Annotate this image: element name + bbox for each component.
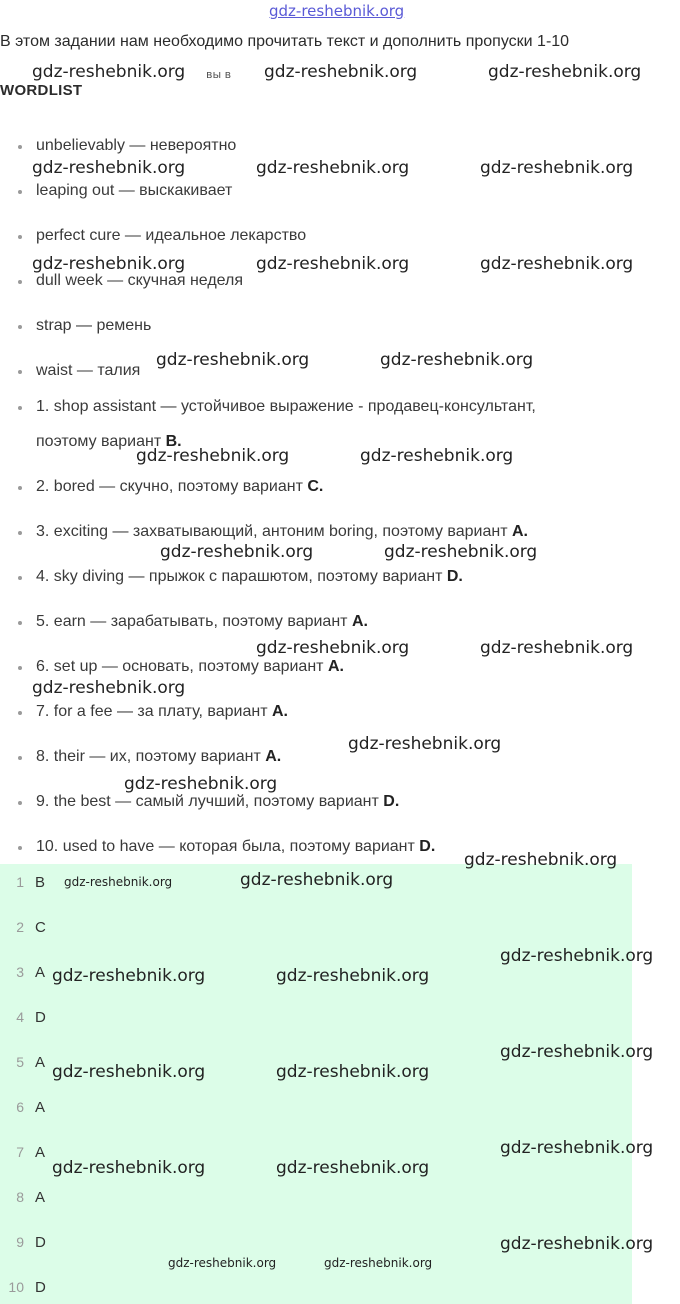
watermark: gdz-reshebnik.org: [464, 850, 618, 870]
bullet-icon: [18, 235, 22, 239]
smeared-text: вы в: [206, 68, 232, 81]
watermark: gdz-reshebnik.org: [32, 158, 186, 178]
watermark: gdz-reshebnik.org: [256, 638, 410, 658]
watermark: gdz-reshebnik.org: [32, 678, 186, 698]
answer-number: 1: [16, 874, 24, 890]
watermark: gdz-reshebnik.org: [32, 254, 186, 274]
watermark: gdz-reshebnik.org: [324, 1256, 433, 1270]
wordlist-item: dull week — скучная неделя: [36, 272, 244, 289]
watermark: gdz-reshebnik.org: [488, 62, 642, 82]
watermark: gdz-reshebnik.org: [276, 1158, 430, 1178]
watermark: gdz-reshebnik.org: [136, 446, 290, 466]
explanation-item: 5. earn — зарабатывать, поэтому вариант A.: [36, 613, 368, 630]
intro-text: В этом задании нам необходимо прочитать текст и дополнить пропуски 1-10: [0, 33, 570, 50]
answer-number: 7: [16, 1144, 24, 1160]
site-link[interactable]: gdz-reshebnik.org: [269, 2, 405, 20]
explanation-item: 3. exciting — захватывающий, антоним boring, поэтому вариант A.: [36, 523, 528, 540]
answer-letter: A: [35, 1144, 46, 1161]
answer-letter: D: [35, 1009, 46, 1026]
explanation-item: 9. the best — самый лучший, поэтому вариант D.: [36, 793, 400, 810]
watermark: gdz-reshebnik.org: [500, 946, 654, 966]
watermark: gdz-reshebnik.org: [52, 1158, 206, 1178]
answer-letter: D: [35, 1234, 46, 1251]
wordlist-item: unbelievably — невероятно: [36, 137, 237, 154]
bullet-icon: [18, 325, 22, 329]
answer-number: 5: [16, 1054, 24, 1070]
wordlist-item: strap — ремень: [36, 317, 152, 334]
watermark: gdz-reshebnik.org: [276, 1062, 430, 1082]
bullet-icon: [18, 406, 22, 410]
watermark: gdz-reshebnik.org: [264, 62, 418, 82]
bullet-icon: [18, 370, 22, 374]
bullet-icon: [18, 486, 22, 490]
answer-number: 3: [16, 964, 24, 980]
explanation-item: 4. sky diving — прыжок с парашютом, поэтому вариант D.: [36, 568, 463, 585]
explanation-item: 8. their — их, поэтому вариант A.: [36, 748, 282, 765]
watermark: gdz-reshebnik.org: [480, 638, 634, 658]
watermark: gdz-reshebnik.org: [256, 158, 410, 178]
explanation-item: 2. bored — скучно, поэтому вариант C.: [36, 478, 324, 495]
explanation-item: 7. for a fee — за плату, вариант A.: [36, 703, 288, 720]
watermark: gdz-reshebnik.org: [348, 734, 502, 754]
bullet-icon: [18, 846, 22, 850]
answer-letter: A: [35, 1099, 46, 1116]
watermark: gdz-reshebnik.org: [360, 446, 514, 466]
watermark: gdz-reshebnik.org: [124, 774, 278, 794]
watermark: gdz-reshebnik.org: [276, 966, 430, 986]
watermark: gdz-reshebnik.org: [240, 870, 394, 890]
answer-letter: A: [35, 964, 46, 981]
watermark: gdz-reshebnik.org: [64, 875, 173, 889]
watermark: gdz-reshebnik.org: [500, 1138, 654, 1158]
bullet-icon: [18, 666, 22, 670]
watermark: gdz-reshebnik.org: [160, 542, 314, 562]
answer-letter: C: [35, 919, 46, 936]
watermark: gdz-reshebnik.org: [156, 350, 310, 370]
watermark: gdz-reshebnik.org: [52, 1062, 206, 1082]
explanation-item-continued: поэтому вариант B.: [36, 433, 182, 450]
answer-letter: A: [35, 1054, 46, 1071]
bullet-icon: [18, 711, 22, 715]
explanation-item: 10. used to have — которая была, поэтому вариант D.: [36, 838, 436, 855]
bullet-icon: [18, 576, 22, 580]
answer-number: 4: [16, 1009, 24, 1025]
watermark: gdz-reshebnik.org: [500, 1234, 654, 1254]
watermark: gdz-reshebnik.org: [380, 350, 534, 370]
wordlist-item: perfect cure — идеальное лекарство: [36, 227, 307, 244]
wordlist-item: leaping out — выскакивает: [36, 182, 233, 199]
explanation-item: 6. set up — основать, поэтому вариант A.: [36, 658, 344, 675]
bullet-icon: [18, 145, 22, 149]
bullet-icon: [18, 280, 22, 284]
answer-letter: A: [35, 1189, 46, 1206]
watermark: gdz-reshebnik.org: [256, 254, 410, 274]
bullet-icon: [18, 531, 22, 535]
answer-number: 10: [8, 1279, 24, 1295]
wordlist-heading: WORDLIST: [0, 82, 83, 99]
watermark: gdz-reshebnik.org: [168, 1256, 277, 1270]
watermark: gdz-reshebnik.org: [384, 542, 538, 562]
wordlist-item: waist — талия: [36, 362, 141, 379]
watermark: gdz-reshebnik.org: [500, 1042, 654, 1062]
bullet-icon: [18, 801, 22, 805]
bullet-icon: [18, 621, 22, 625]
bullet-icon: [18, 756, 22, 760]
answer-letter: B: [35, 874, 46, 891]
watermark: gdz-reshebnik.org: [480, 158, 634, 178]
watermark: gdz-reshebnik.org: [480, 254, 634, 274]
answer-number: 9: [16, 1234, 24, 1250]
explanation-item: 1. shop assistant — устойчивое выражение - продавец-консультант,: [36, 398, 536, 415]
watermark: gdz-reshebnik.org: [32, 62, 186, 82]
answer-number: 2: [16, 919, 24, 935]
watermark: gdz-reshebnik.org: [52, 966, 206, 986]
answer-number: 8: [16, 1189, 24, 1205]
answer-letter: D: [35, 1279, 46, 1296]
bullet-icon: [18, 190, 22, 194]
answer-number: 6: [16, 1099, 24, 1115]
